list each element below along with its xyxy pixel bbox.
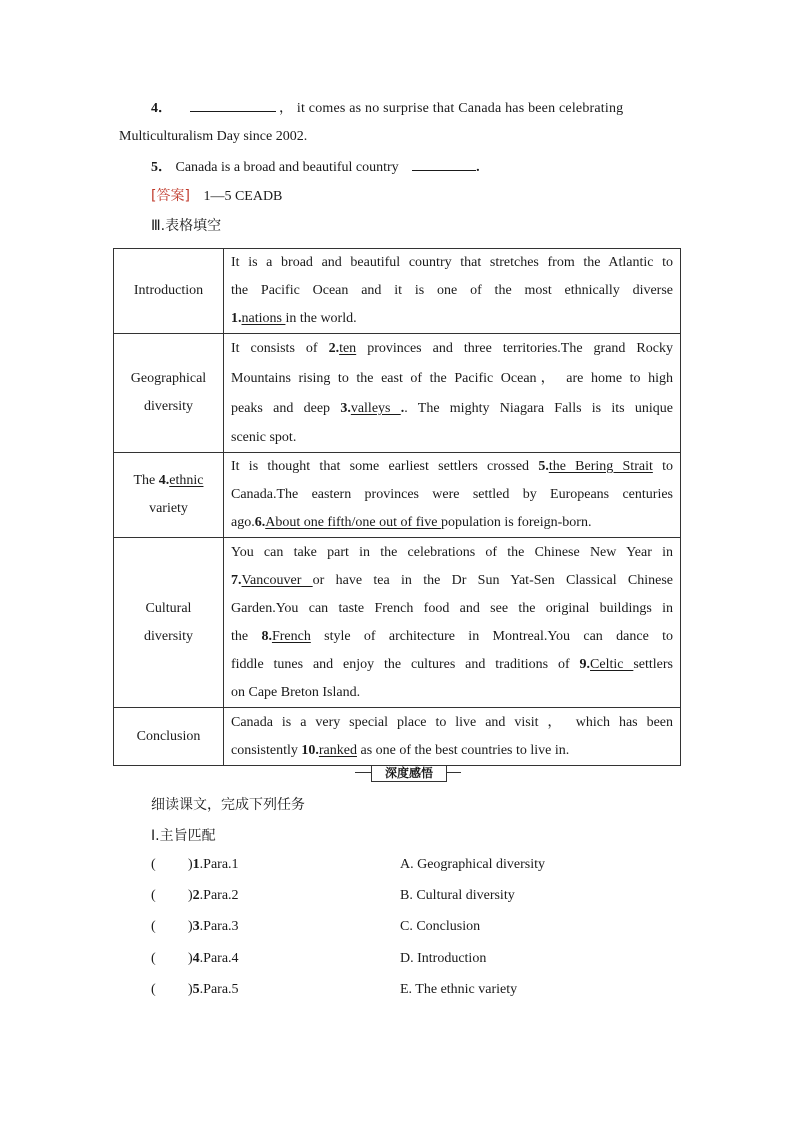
list-item: ( )4.Para.4 D. Introduction [151,951,487,966]
fill-in-table [113,248,681,766]
list-item: ( )2.Para.2 B. Cultural diversity [151,888,515,903]
answer-5: the Bering Strait [548,459,653,474]
answer-6: About one fifth/one out of five [265,515,441,530]
question-number: 4． [151,101,172,116]
task-instruction: 细读课文，完成下列任务 [151,797,305,813]
answer-text: 1—5 CEADB [203,189,283,204]
row-heading: The 4.ethnic variety [114,453,224,538]
question-4 [151,97,623,119]
answer-line [151,186,282,207]
row-heading: Conclusion [114,708,224,766]
table-row [114,538,681,708]
list-item: ( )5.Para.5 E. The ethnic variety [151,982,518,997]
answer-blank[interactable] [412,156,476,171]
answer-label: [答案] [151,188,190,204]
answer-4: ethnic [169,473,204,488]
table-row [114,249,681,334]
row-content: Canada is a very special place to live and visit ， which has been consistently 10.ranked as one of the best countries to live in. [224,708,681,766]
question-5: 5． Canada is a broad and beautiful country . [151,156,480,178]
section-title: Ⅰ.主旨匹配 [151,828,216,844]
row-heading: Introduction [114,249,224,334]
answer-blank[interactable] [190,97,276,112]
row-content: It is a broad and beautiful country that stretches from the Atlantic to the Pacific Ocean and it is one of the most ethnically diverse 1.nations in the world. [224,249,681,334]
question-text: Canada is a broad and beautiful country [175,160,399,175]
answer-1: nations [241,311,286,326]
question-text: ， it comes as no surprise that Canada has been celebrating [279,101,624,116]
answer-10: ranked [318,742,357,758]
table-row [114,708,681,766]
answer-7: Vancouver [241,572,313,588]
question-number: 5． [151,160,172,175]
list-item: ( )3.Para.3 C. Conclusion [151,919,481,934]
row-content: It consists of 2.ten provinces and three territories.The grand Rocky Mountains rising to the east of the Pacific Ocean， are home to high peaks and deep 3.valleys .. The mighty Niagara Falls is its unique scenic spot. [224,334,681,453]
table-row [114,334,681,453]
row-heading: Geographical diversity [114,334,224,453]
row-content: You can take part in the celebrations of the Chinese New Year in 7.Vancouver or have tea in the Dr Sun Yat-Sen Classical Chinese Garden.You can taste French food and see the original buildings in the 8.French style of architecture in Montreal.You can dance to fiddle tunes and enjoy the cultures and traditions of 9.Celtic settlers on Cape Breton Island. [224,538,681,708]
answer-2: ten [339,341,357,356]
answer-9: Celtic [590,656,634,672]
table-row [114,453,681,538]
section-title: Ⅲ.表格填空 [151,218,222,234]
answer-8: French [271,628,311,644]
question-4-continued: Multiculturalism Day since 2002. [119,129,308,144]
answer-3: valleys [350,401,401,416]
banner-title: 深度感悟 [371,765,447,782]
row-heading: Cultural diversity [114,538,224,708]
section-banner [355,765,461,781]
row-content: It is thought that some earliest settlers crossed 5.the Bering Strait to Canada.The eastern provinces were settled by Europeans centuries ago.6.About one fifth/one out of five population is foreign-born. [224,453,681,538]
list-item: ( )1.Para.1 A. Geographical diversity [151,857,546,872]
